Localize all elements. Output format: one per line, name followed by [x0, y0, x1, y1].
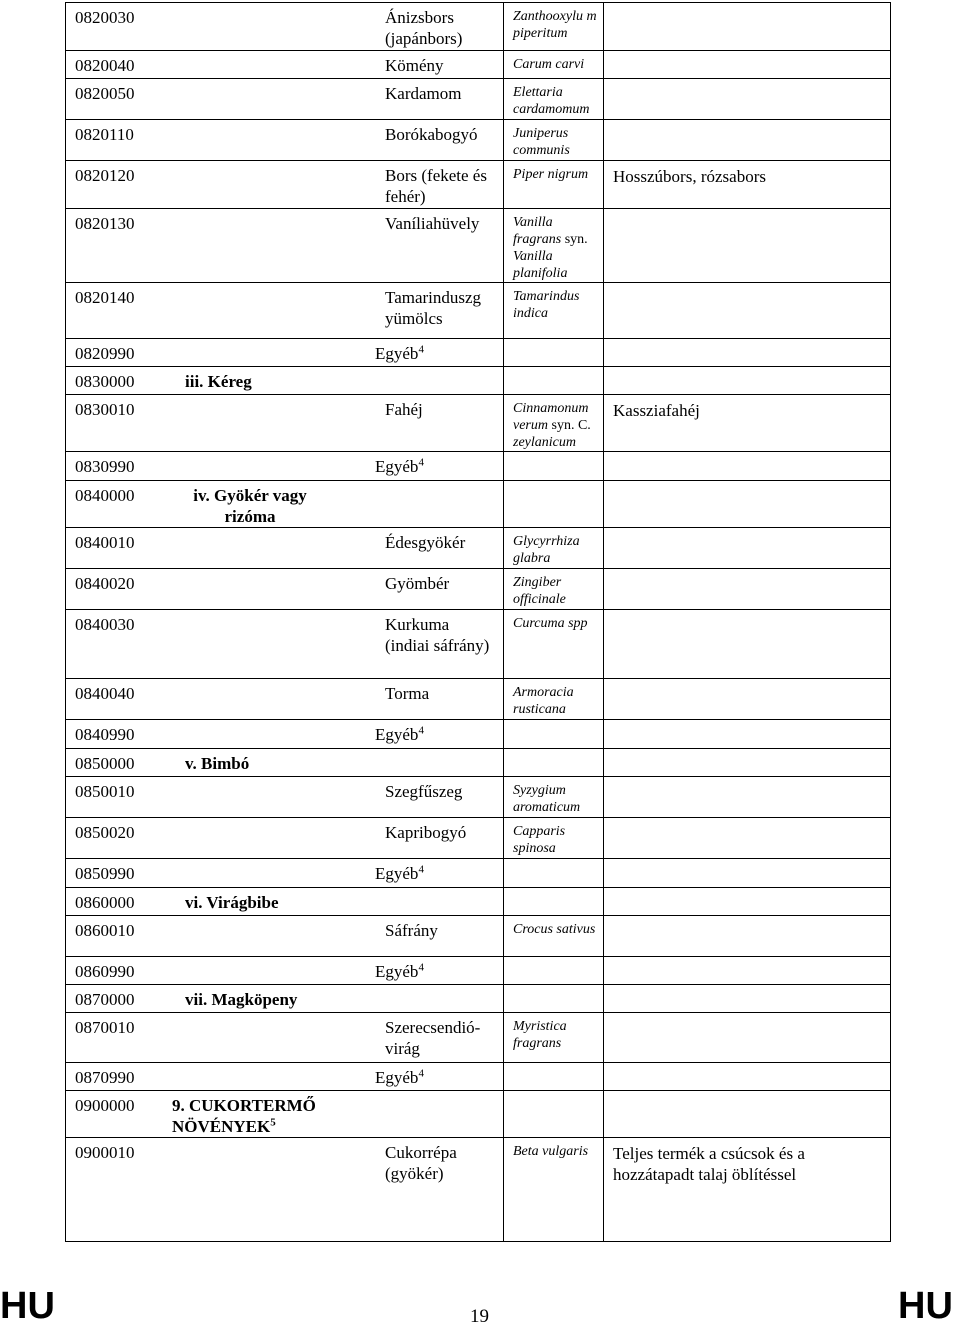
row-main-cell: [66, 283, 504, 339]
group-heading: [185, 989, 297, 1010]
latin-name-cell: [504, 3, 604, 51]
item-name: Édesgyökér: [385, 533, 466, 552]
group-heading-text: iv. Gyökér vagy rizóma: [193, 486, 307, 526]
table-row: [66, 51, 891, 79]
note-cell: [604, 3, 891, 51]
table-row: [66, 367, 891, 395]
item-name: Egyéb: [375, 864, 419, 883]
footnote-marker: 4: [418, 343, 424, 356]
latin-name: Glycyrrhiza glabra: [513, 534, 580, 566]
group-heading: [185, 892, 279, 913]
row-main-cell: [66, 916, 504, 957]
item-code: 0820130: [75, 214, 135, 233]
latin-name-cell: [504, 339, 604, 367]
latin-name-cell: [504, 367, 604, 395]
group-heading: [172, 1095, 322, 1137]
item-code: 0830010: [75, 400, 135, 419]
note-cell: [604, 452, 891, 481]
item-name: Gyömbér: [385, 574, 450, 593]
latin-synonym: Vanilla planifolia: [513, 249, 568, 281]
note-cell: [604, 395, 891, 452]
item-note: Teljes termék a csúcsok és a hozzátapadt talaj öblítéssel: [613, 1144, 805, 1184]
item-code: 0840030: [75, 615, 135, 634]
item-code: 0820050: [75, 84, 135, 103]
item-code: 0850000: [75, 754, 135, 773]
row-main-cell: [66, 367, 504, 395]
table-row: [66, 859, 891, 888]
footnote-marker: 4: [418, 1067, 424, 1080]
note-cell: [604, 569, 891, 610]
footer-right-country-code: HU: [898, 1285, 953, 1327]
row-main-cell: [66, 481, 504, 528]
table-row: [66, 79, 891, 120]
row-main-cell: [66, 888, 504, 916]
latin-name: Capparis spinosa: [513, 824, 566, 856]
latin-name: Carum carvi: [513, 57, 585, 72]
item-name: Bors (fekete és fehér): [385, 166, 487, 206]
latin-name-cell: [504, 749, 604, 777]
latin-name-cell: [504, 1013, 604, 1063]
item-code: 0870990: [75, 1068, 135, 1087]
row-main-cell: [66, 679, 504, 720]
note-cell: [604, 818, 891, 859]
latin-name: Crocus sativus: [513, 922, 596, 937]
item-name: Cukorrépa (gyökér): [385, 1143, 457, 1183]
row-main-cell: [66, 985, 504, 1013]
latin-name-cell: [504, 777, 604, 818]
latin-name-cell: [504, 957, 604, 985]
row-main-cell: [66, 452, 504, 481]
row-main-cell: [66, 79, 504, 120]
item-code: 0860000: [75, 893, 135, 912]
table-row: [66, 916, 891, 957]
note-cell: [604, 957, 891, 985]
latin-name-cell: [504, 79, 604, 120]
item-code: 0820030: [75, 8, 135, 27]
latin-name-cell: [504, 161, 604, 209]
footnote-marker: 4: [418, 456, 424, 469]
note-cell: [604, 1013, 891, 1063]
latin-name: Juniperus communis: [513, 126, 570, 158]
row-main-cell: [66, 3, 504, 51]
item-code: 0820990: [75, 344, 135, 363]
row-main-cell: [66, 569, 504, 610]
row-main-cell: [66, 859, 504, 888]
item-name: Egyéb: [375, 344, 419, 363]
item-name: Egyéb: [375, 457, 419, 476]
latin-name: Armoracia rusticana: [513, 685, 574, 717]
item-code: 0820140: [75, 288, 135, 307]
note-cell: [604, 1138, 891, 1242]
group-heading: [185, 753, 249, 774]
row-main-cell: [66, 1063, 504, 1091]
row-main-cell: [66, 1013, 504, 1063]
item-code: 0900010: [75, 1143, 135, 1162]
note-cell: [604, 1063, 891, 1091]
table-row: [66, 985, 891, 1013]
item-code: 0840020: [75, 574, 135, 593]
latin-name: Piper nigrum: [513, 167, 589, 182]
latin-name-cell: [504, 1138, 604, 1242]
group-heading: [185, 485, 315, 527]
item-name: Kömény: [385, 56, 444, 75]
item-code: 0860010: [75, 921, 135, 940]
note-cell: [604, 679, 891, 720]
note-cell: [604, 720, 891, 749]
latin-name: Tamarindus indica: [513, 289, 580, 321]
row-main-cell: [66, 161, 504, 209]
table-row: [66, 720, 891, 749]
latin-name-cell: [504, 985, 604, 1013]
latin-name: Vanilla fragrans: [513, 215, 562, 247]
note-cell: [604, 339, 891, 367]
row-main-cell: [66, 749, 504, 777]
item-code: 0860990: [75, 962, 135, 981]
note-cell: [604, 51, 891, 79]
item-code: 0820110: [75, 125, 134, 144]
row-main-cell: [66, 395, 504, 452]
latin-name-cell: [504, 569, 604, 610]
note-cell: [604, 161, 891, 209]
note-cell: [604, 749, 891, 777]
latin-name-cell: [504, 610, 604, 679]
item-note: Kassziafahéj: [613, 401, 700, 420]
item-name: Kapribogyó: [385, 823, 467, 842]
note-cell: [604, 120, 891, 161]
footnote-marker: 4: [418, 863, 424, 876]
item-name: Sáfrány: [385, 921, 438, 940]
item-code: 0820120: [75, 166, 135, 185]
latin-name-cell: [504, 916, 604, 957]
latin-name: Myristica fragrans: [513, 1019, 567, 1051]
latin-name: Zanthooxylu m piperitum: [513, 9, 597, 41]
latin-name-cell: [504, 209, 604, 283]
table-row: [66, 481, 891, 528]
table-row: [66, 610, 891, 679]
table-row: [66, 1013, 891, 1063]
note-cell: [604, 985, 891, 1013]
note-cell: [604, 777, 891, 818]
synonym-marker: syn. C.: [551, 418, 591, 433]
row-main-cell: [66, 120, 504, 161]
row-main-cell: [66, 339, 504, 367]
row-main-cell: [66, 957, 504, 985]
latin-name-cell: [504, 395, 604, 452]
table-row: [66, 283, 891, 339]
table-row: [66, 1138, 891, 1242]
footnote-marker: 4: [418, 724, 424, 737]
latin-name-cell: [504, 283, 604, 339]
note-cell: [604, 859, 891, 888]
crop-classification-table: [65, 2, 891, 1242]
item-code: 0870010: [75, 1018, 135, 1037]
item-code: 0850990: [75, 864, 135, 883]
row-main-cell: [66, 610, 504, 679]
table-row: [66, 957, 891, 985]
group-heading-text: 9. CUKORTERMŐ NÖVÉNYEK: [172, 1096, 316, 1136]
item-name: Kardamom: [385, 84, 462, 103]
item-name: Kurkuma (indiai sáfrány): [385, 615, 490, 655]
table-row: [66, 1063, 891, 1091]
table-row: [66, 161, 891, 209]
item-code: 0840990: [75, 725, 135, 744]
latin-synonym: zeylanicum: [513, 435, 576, 450]
latin-name-cell: [504, 1063, 604, 1091]
item-note: Hosszúbors, rózsabors: [613, 167, 766, 186]
table-row: [66, 209, 891, 283]
note-cell: [604, 1091, 891, 1138]
item-code: 0850020: [75, 823, 135, 842]
row-main-cell: [66, 209, 504, 283]
latin-name-cell: [504, 720, 604, 749]
item-name: Egyéb: [375, 725, 419, 744]
latin-name-cell: [504, 120, 604, 161]
group-heading-text: vi. Virágbibe: [185, 893, 279, 912]
item-code: 0840040: [75, 684, 135, 703]
latin-name-cell: [504, 481, 604, 528]
item-name: Ánizsbors (japánbors): [385, 8, 463, 48]
page-number: 19: [470, 1306, 489, 1327]
item-code: 0900000: [75, 1096, 135, 1115]
item-code: 0820040: [75, 56, 135, 75]
latin-name-cell: [504, 452, 604, 481]
item-code: 0850010: [75, 782, 135, 801]
group-heading-text: iii. Kéreg: [185, 372, 252, 391]
row-main-cell: [66, 720, 504, 749]
footnote-marker: 5: [270, 1116, 276, 1129]
item-name: Egyéb: [375, 1068, 419, 1087]
row-main-cell: [66, 1138, 504, 1242]
item-name: Vaníliahüvely: [385, 214, 480, 233]
group-heading-text: v. Bimbó: [185, 754, 250, 773]
item-name: Torma: [385, 684, 430, 703]
row-main-cell: [66, 777, 504, 818]
note-cell: [604, 481, 891, 528]
note-cell: [604, 283, 891, 339]
note-cell: [604, 209, 891, 283]
table-row: [66, 120, 891, 161]
latin-name-cell: [504, 679, 604, 720]
latin-name-cell: [504, 1091, 604, 1138]
latin-name-cell: [504, 528, 604, 569]
table-row: [66, 569, 891, 610]
item-name: Borókabogyó: [385, 125, 478, 144]
table-row: [66, 339, 891, 367]
table-row: [66, 888, 891, 916]
latin-name: Beta vulgaris: [513, 1144, 589, 1159]
latin-name-cell: [504, 51, 604, 79]
table-row: [66, 749, 891, 777]
item-name: Fahéj: [385, 400, 423, 419]
table-row: [66, 395, 891, 452]
row-main-cell: [66, 1091, 504, 1138]
note-cell: [604, 79, 891, 120]
latin-name-cell: [504, 859, 604, 888]
table-row: [66, 528, 891, 569]
latin-name: Elettaria cardamomum: [513, 85, 590, 117]
table-row: [66, 777, 891, 818]
item-code: 0840000: [75, 486, 135, 505]
latin-name: Curcuma spp: [513, 616, 588, 631]
latin-name-cell: [504, 818, 604, 859]
row-main-cell: [66, 528, 504, 569]
note-cell: [604, 528, 891, 569]
latin-name: Cinnamonum verum: [513, 401, 589, 433]
table-row: [66, 452, 891, 481]
table-row: [66, 818, 891, 859]
note-cell: [604, 888, 891, 916]
group-heading: [185, 371, 252, 392]
item-name: Szegfűszeg: [385, 782, 463, 801]
item-name: Szerecsendió-virág: [385, 1018, 481, 1058]
table-row: [66, 3, 891, 51]
latin-name-cell: [504, 888, 604, 916]
row-main-cell: [66, 818, 504, 859]
footer-left-country-code: HU: [0, 1285, 55, 1327]
table-row: [66, 1091, 891, 1138]
table-row: [66, 679, 891, 720]
note-cell: [604, 610, 891, 679]
item-code: 0830990: [75, 457, 135, 476]
item-name: Egyéb: [375, 962, 419, 981]
footnote-marker: 4: [418, 961, 424, 974]
row-main-cell: [66, 51, 504, 79]
item-code: 0840010: [75, 533, 135, 552]
item-name: Tamarinduszg yümölcs: [385, 288, 482, 328]
latin-name: Zingiber officinale: [513, 575, 566, 607]
item-code: 0870000: [75, 990, 135, 1009]
note-cell: [604, 367, 891, 395]
group-heading-text: vii. Magköpeny: [185, 990, 298, 1009]
item-code: 0830000: [75, 372, 135, 391]
synonym-marker: syn.: [564, 232, 588, 247]
latin-name: Syzygium aromaticum: [513, 783, 581, 815]
note-cell: [604, 916, 891, 957]
